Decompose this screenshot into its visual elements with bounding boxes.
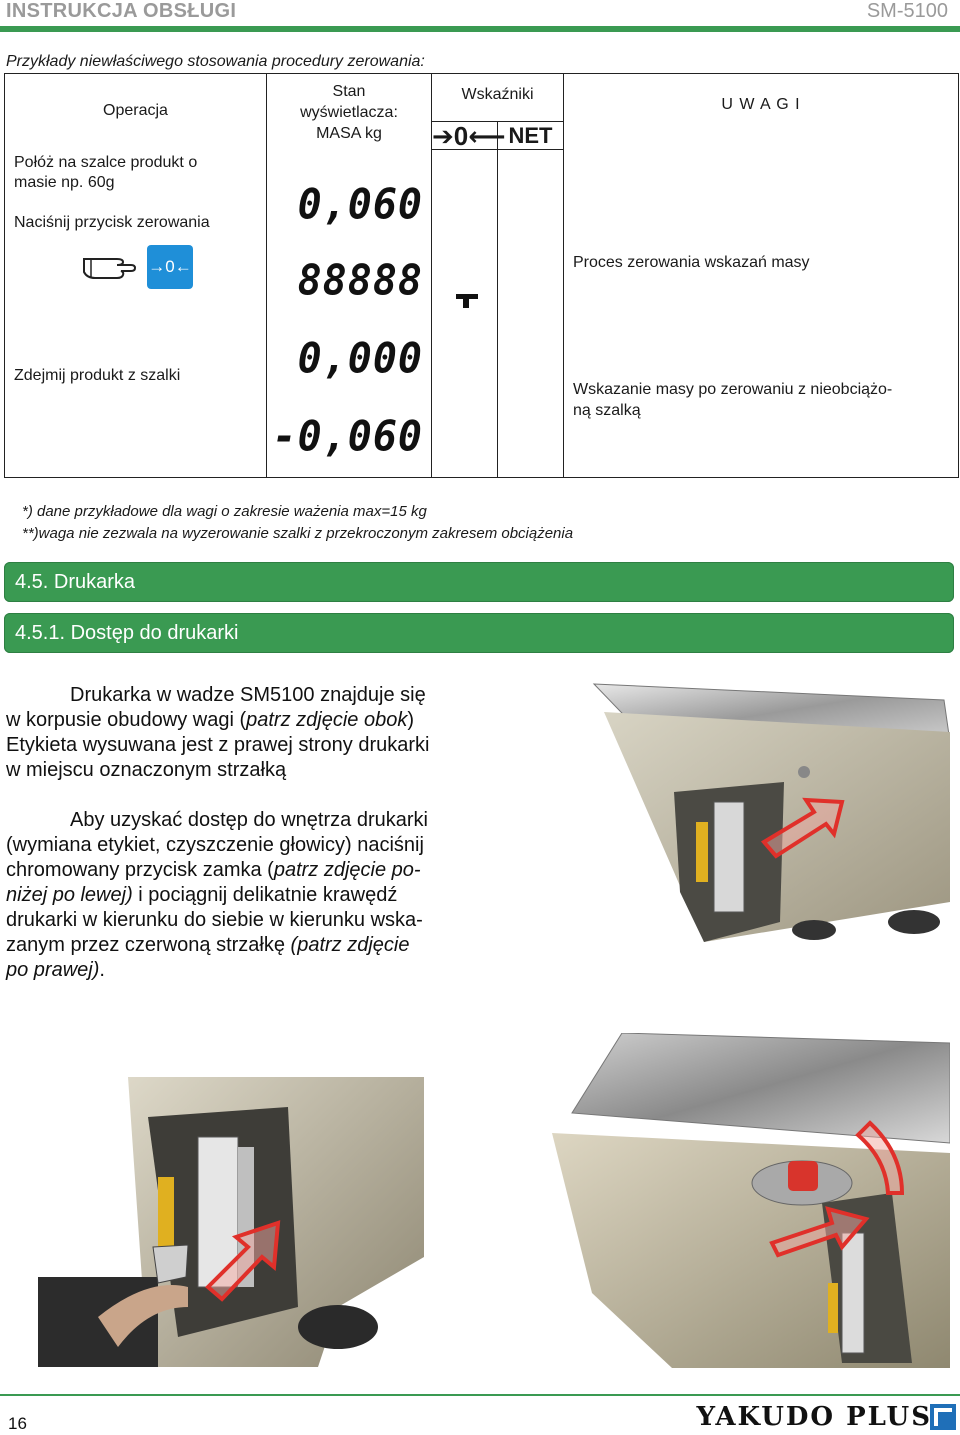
notes-cell: Proces zerowania wskazań masy Wskazanie masy po zerowaniu z nieobciążo- ną szalką <box>564 150 959 478</box>
page-number: 16 <box>8 1414 27 1433</box>
brand-logo: YAKUDO PLUS <box>696 1402 932 1432</box>
scale-printer-photo <box>584 672 950 962</box>
display-value: 88888 <box>297 256 423 305</box>
indicator-marker-icon <box>456 294 478 313</box>
pointing-hand-icon <box>81 250 141 285</box>
col-notes-header: U W A G I <box>564 74 959 150</box>
operations-cell: Połóż na szalce produkt o masie np. 60g Naciśnij przycisk zerowania →0← Zdejmij produkt z szalki <box>5 150 267 478</box>
indicator-net: NET <box>498 122 564 150</box>
section-heading-4-5-1: 4.5.1. Dostęp do drukarki <box>4 613 954 653</box>
col-operation-header: Operacja <box>5 74 267 150</box>
display-values-cell <box>267 150 432 478</box>
footer-divider <box>0 1394 960 1396</box>
display-value: -0,060 <box>272 412 423 461</box>
header-divider <box>0 26 960 32</box>
section-heading-4-5: 4.5. Drukarka <box>4 562 954 602</box>
net-indicator-cell <box>498 150 564 478</box>
brand-logo-icon <box>930 1404 956 1435</box>
header-title: INSTRUKCJA OBSŁUGI <box>6 0 237 22</box>
zero-indicator-cell <box>432 150 498 478</box>
header-model: SM-5100 <box>866 0 948 22</box>
printer-lock-photo <box>38 1077 424 1367</box>
col-indicators-header: Wskaźniki <box>432 74 564 122</box>
printer-open-photo <box>552 1033 950 1368</box>
col-display-header: Stan wyświetlacza: MASA kg <box>267 74 432 150</box>
footnote: *) dane przykładowe dla wagi o zakresie ważenia max=15 kg <box>22 503 427 520</box>
display-value: 0,060 <box>297 180 423 229</box>
zero-key-button: →0← <box>147 245 193 289</box>
intro-text: Przykłady niewłaściwego stosowania procedury zerowania: <box>6 53 425 70</box>
display-value: 0,000 <box>297 334 423 383</box>
zeroing-table <box>4 73 959 478</box>
paragraph-printer-location: Drukarka w wadze SM5100 znajduje się w korpusie obudowy wagi (patrz zdjęcie obok) Etykieta wysuwana jest z prawej strony drukarki w miejscu oznaczonym strzałką <box>6 684 430 781</box>
indicator-zero: ➔0⟵ <box>432 121 506 151</box>
footnote: **)waga nie zezwala na wyzerowanie szalki z przekroczonym zakresem obciążenia <box>22 525 574 542</box>
paragraph-printer-access: Aby uzyskać dostęp do wnętrza drukarki (wymiana etykiet, czyszczenie głowicy) naciśnij chromowany przycisk zamka (patrz zdjęcie po- niżej po lewej) i pociągnij delikatnie krawędź drukarki w kierunku do siebie w kierunku wska- zanym przez czerwoną strzałkę (patrz zdjęcie po prawej). <box>6 809 428 981</box>
